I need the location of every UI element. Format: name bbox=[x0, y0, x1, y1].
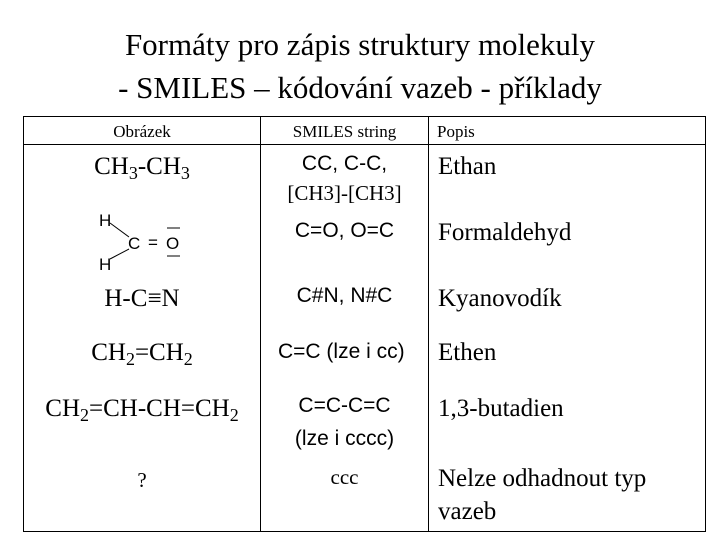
double-bond-sign: = bbox=[148, 233, 158, 252]
header-obrazek: Obrázek bbox=[113, 122, 171, 141]
popis-formaldehyde: Formaldehyd bbox=[438, 219, 572, 246]
smiles-butadiene-line2: (lze i cccc) bbox=[294, 427, 395, 450]
formaldehyde-structure-drawing bbox=[96, 209, 196, 273]
smiles-formaldehyde: C=O, O=C bbox=[294, 219, 395, 242]
bond-lines bbox=[96, 209, 196, 273]
popis-unknown-line2: vazeb bbox=[438, 498, 497, 525]
popis-unknown-line1: Nelze odhadnout typ bbox=[438, 465, 647, 492]
popis-ethane: Ethan bbox=[438, 153, 497, 180]
smiles-aromatic: ccc bbox=[330, 465, 359, 489]
smiles-hcn: C#N, N#C bbox=[296, 284, 393, 307]
slide-title-line-2: - SMILES – kódování vazeb - příklady bbox=[118, 70, 602, 105]
question-mark: ? bbox=[137, 468, 147, 492]
header-popis: Popis bbox=[437, 122, 475, 141]
formula-butadiene: $CH_2=CH-CH=CH_2$ bbox=[45, 395, 239, 426]
formula-ethane: $CH_3-CH_3$ bbox=[94, 153, 190, 184]
hydrogen-top-label: H bbox=[99, 211, 112, 230]
header-divider bbox=[23, 144, 706, 145]
popis-ethene: Ethen bbox=[438, 339, 497, 366]
header-smiles-string: SMILES string bbox=[292, 122, 397, 141]
popis-butadiene: 1,3-butadien bbox=[438, 395, 564, 422]
carbon-label: C bbox=[128, 234, 141, 253]
popis-hcn: Kyanovodík bbox=[438, 285, 562, 312]
formula-ethene: $CH_2=CH_2$ bbox=[91, 339, 193, 370]
slide-title-line-1: Formáty pro zápis struktury molekuly bbox=[124, 27, 596, 62]
smiles-ethene: C=C (lze i cc) bbox=[278, 340, 405, 363]
hydrogen-bottom-label: H bbox=[99, 255, 112, 274]
oxygen-label: O bbox=[166, 234, 180, 253]
smiles-ethane-line1: CC, C-C, bbox=[301, 152, 388, 175]
smiles-ethane-line2: [CH3]-[CH3] bbox=[287, 181, 402, 205]
column-divider bbox=[428, 116, 429, 532]
formula-hcn: H-C≡N bbox=[104, 285, 180, 312]
smiles-butadiene-line1: C=C-C=C bbox=[298, 394, 391, 417]
triple-bond-sign: ≡ bbox=[147, 285, 162, 312]
